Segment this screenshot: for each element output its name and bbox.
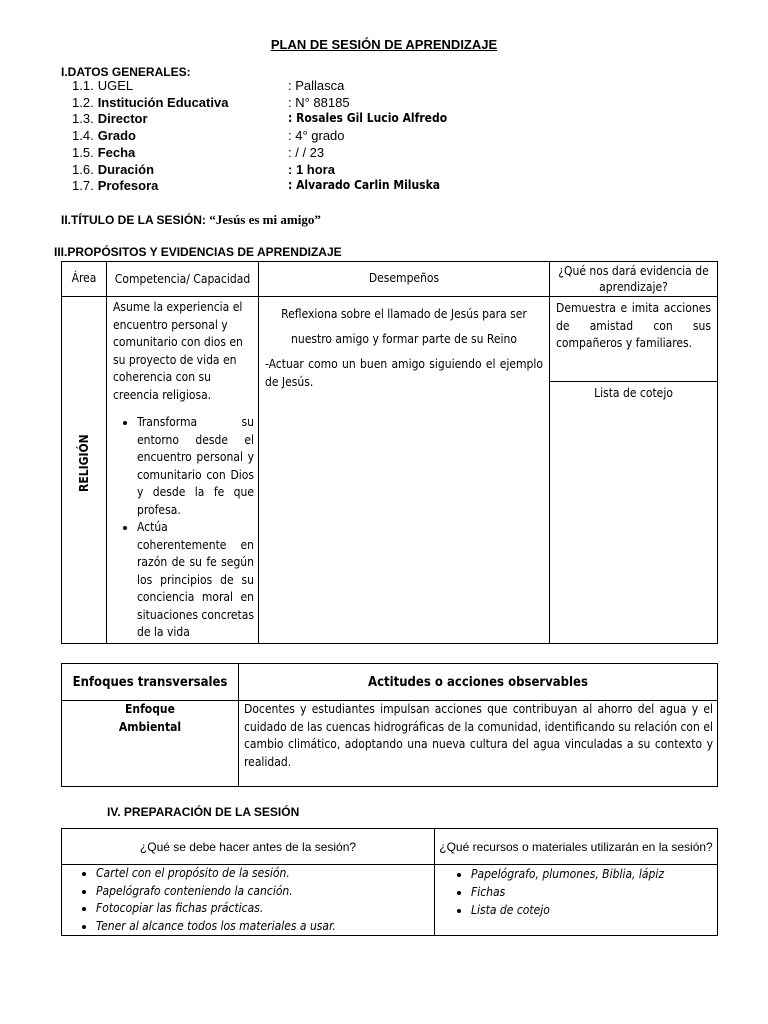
datos-row-value: : 1 hora <box>288 161 335 177</box>
datos-row <box>72 111 448 127</box>
header-competencia: Competencia/ Capacidad <box>107 262 259 297</box>
preparacion-header-left: ¿Qué se debe hacer antes de la sesión? <box>62 829 435 865</box>
datos-row <box>72 161 335 177</box>
datos-row-label: Grado <box>97 128 136 144</box>
capacidades-list <box>113 414 254 642</box>
datos-row-value: : Rosales Gil Lucio Alfredo <box>288 111 448 126</box>
enfoque-cell: Enfoque Ambiental <box>62 701 239 787</box>
datos-row-number: 1.2. <box>72 94 94 110</box>
titulo-sesion <box>61 212 321 228</box>
antes-cell <box>62 865 435 936</box>
datos-row-number: 1.4. <box>72 128 94 144</box>
datos-row <box>72 94 350 110</box>
header-area: Área <box>62 262 107 297</box>
recursos-list <box>451 865 717 919</box>
datos-row-number: 1.1. <box>72 78 94 93</box>
recursos-item: • Papelógrafo, plumones, Biblia, lápiz <box>471 865 717 883</box>
competencia-cell <box>107 297 259 644</box>
propositos-heading: III.PROPÓSITOS Y EVIDENCIAS DE APRENDIZAJE <box>54 245 342 259</box>
capacidad-item: • Transforma su entorno desde el encuentro personal y comunitario con Dios y desde la fe que profesa. <box>137 414 254 519</box>
area-label: RELIGIÓN <box>77 434 91 492</box>
instrumento-cell: Lista de cotejo <box>550 382 718 644</box>
datos-row-value: : Alvarado Carlin Miluska <box>288 178 441 193</box>
datos-row-label: Profesora <box>97 178 159 194</box>
recursos-item: • Lista de cotejo <box>471 901 717 919</box>
datos-row <box>72 78 345 93</box>
desempeno-2: -Actuar como un buen amigo siguiendo el ejemplo de Jesús. <box>265 357 543 389</box>
evidencia-cell: Demuestra e imita acciones de amistad con sus compañeros y familiares. <box>550 297 718 382</box>
datos-row-value: : / / 23 <box>288 144 325 160</box>
antes-item: • Cartel con el propósito de la sesión. <box>96 865 434 883</box>
enfoques-header-left: Enfoques transversales <box>62 664 239 701</box>
datos-row <box>72 128 345 144</box>
preparacion-heading: IV. PREPARACIÓN DE LA SESIÓN <box>107 805 300 819</box>
enfoques-header-right: Actitudes o acciones observables <box>239 664 718 701</box>
document-title: PLAN DE SESIÓN DE APRENDIZAJE <box>270 37 498 52</box>
antes-list <box>76 865 434 935</box>
area-cell <box>62 297 107 644</box>
titulo-value: “Jesús es mi amigo” <box>209 212 321 227</box>
antes-item: • Papelógrafo conteniendo la canción. <box>96 883 434 901</box>
datos-row-number: 1.6. <box>72 161 94 177</box>
antes-item: • Tener al alcance todos los materiales a usar. <box>96 918 434 936</box>
preparacion-header-right: ¿Qué recursos o materiales utilizarán en la sesión? <box>435 829 718 865</box>
enfoques-table <box>61 663 718 787</box>
datos-row-value: : Pallasca <box>288 78 345 93</box>
recursos-cell <box>435 865 718 936</box>
datos-row-label: UGEL <box>97 78 134 93</box>
datos-row-label: Duración <box>97 161 155 177</box>
datos-row-number: 1.3. <box>72 111 94 127</box>
datos-row <box>72 144 325 160</box>
desempeno-1: Reflexiona sobre el llamado de Jesús para ser nuestro amigo y formar parte de su Reino <box>281 307 527 346</box>
antes-item: • Fotocopiar las fichas prácticas. <box>96 900 434 918</box>
desempenos-cell <box>259 297 550 644</box>
propositos-table <box>61 261 718 644</box>
recursos-item: • Fichas <box>471 883 717 901</box>
actitudes-cell: Docentes y estudiantes impulsan acciones que contribuyan al ahorro del agua y el cuidado de las cuencas hidrográficas de la comunidad, identificando su relación con el cambio climático, adoptando una nueva cultura del agua vinculadas a su contexto y realidad. <box>239 701 718 787</box>
datos-generales-heading: I.DATOS GENERALES: <box>61 65 191 79</box>
titulo-heading: II.TÍTULO DE LA SESIÓN: <box>61 213 210 227</box>
datos-row-value: : 4° grado <box>288 128 345 144</box>
competencia-text: Asume la experiencia el encuentro personal y comunitario con dios en su proyecto de vida en coherencia con su creencia religiosa. <box>113 300 243 402</box>
datos-row-label: Director <box>97 111 148 127</box>
datos-row-value: : N° 88185 <box>288 94 350 110</box>
datos-row <box>72 178 441 194</box>
capacidad-item: • Actúa coherentemente en razón de su fe según los principios de su conciencia moral en situaciones concretas de la vida <box>137 519 254 642</box>
datos-row-number: 1.5. <box>72 144 94 160</box>
datos-row-label: Fecha <box>97 144 136 160</box>
header-evidencia: ¿Qué nos dará evidencia de aprendizaje? <box>550 262 718 297</box>
datos-row-number: 1.7. <box>72 178 94 194</box>
header-desempenos: Desempeños <box>259 262 550 297</box>
datos-row-label: Institución Educativa <box>97 94 229 110</box>
preparacion-table <box>61 828 718 936</box>
